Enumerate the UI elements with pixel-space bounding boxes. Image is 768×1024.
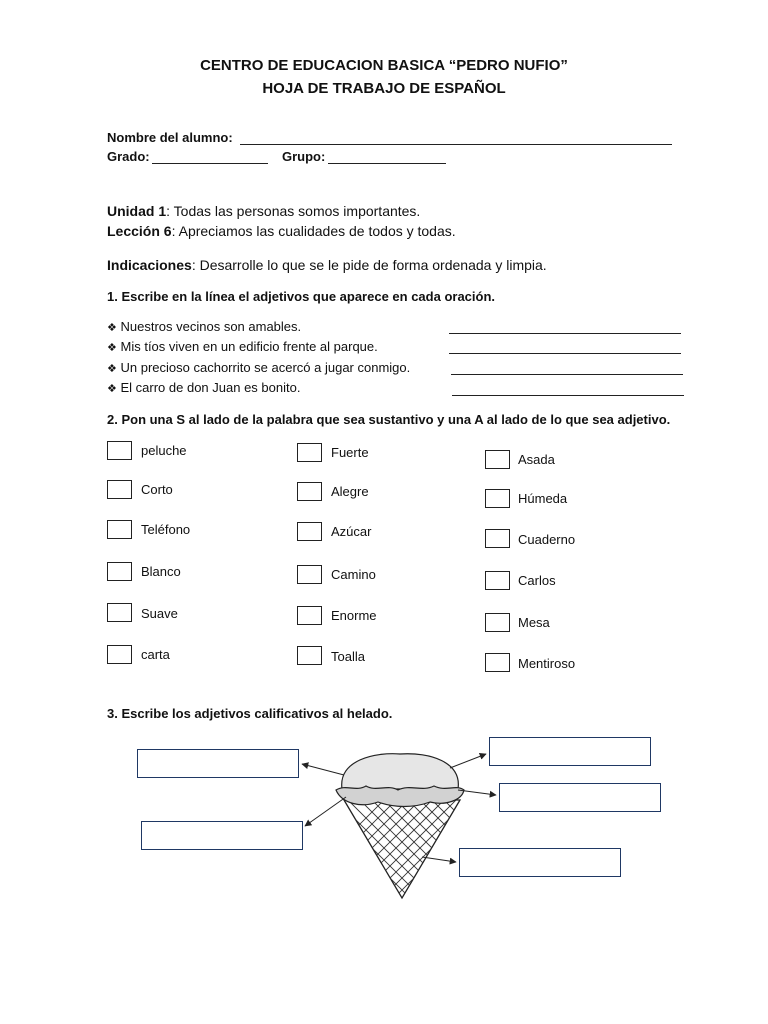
word-label: Cuaderno — [518, 532, 576, 547]
word-label: peluche — [141, 443, 187, 458]
exercise1-title: 1. Escribe en la línea el adjetivos que aparece en cada oración. — [107, 289, 496, 304]
word-label: Mentiroso — [518, 656, 576, 671]
word-label: Asada — [518, 452, 555, 467]
scoop-drip — [336, 786, 464, 807]
student-name-label: Nombre del alumno: — [107, 130, 233, 145]
word-label: Corto — [141, 482, 173, 497]
instructions-label: Indicaciones — [107, 257, 192, 273]
sheet-title: HOJA DE TRABAJO DE ESPAÑOL — [262, 80, 506, 97]
school-name: CENTRO DE EDUCACION BASICA “PEDRO NUFIO” — [200, 57, 568, 74]
word-label: Toalla — [331, 649, 365, 664]
diamond-bullet-icon: ❖ — [107, 342, 117, 354]
word-label: Enorme — [331, 608, 377, 623]
scoop-shape — [342, 754, 459, 789]
instructions-text: : Desarrolle lo que se le pide de forma ordenada y limpia. — [191, 257, 547, 273]
sentence-text: Nuestros vecinos son amables. — [120, 319, 302, 334]
word-label: Mesa — [518, 615, 550, 630]
arrow-bottom-left — [305, 797, 346, 826]
sentence-text: Un precioso cachorrito se acercó a jugar conmigo. — [120, 360, 411, 375]
sentence-text: Mis tíos viven en un edificio frente al parque. — [120, 339, 378, 354]
word-label: Alegre — [331, 484, 369, 499]
sentence-text: El carro de don Juan es bonito. — [120, 380, 301, 395]
word-label: Carlos — [518, 573, 556, 588]
group-label: Grupo: — [282, 149, 326, 164]
word-label: Fuerte — [331, 445, 369, 460]
diamond-bullet-icon: ❖ — [107, 383, 117, 395]
diamond-bullet-icon: ❖ — [107, 363, 117, 375]
lesson-label: Lección 6 — [107, 223, 172, 239]
word-label: Azúcar — [331, 524, 372, 539]
word-label: carta — [141, 647, 170, 662]
word-label: Húmeda — [518, 491, 568, 506]
word-label: Suave — [141, 606, 178, 621]
word-label: Camino — [331, 567, 376, 582]
arrow-bottom-right — [422, 857, 456, 862]
unit-label: Unidad 1 — [107, 203, 167, 219]
lesson-text: : Apreciamos las cualidades de todos y todas. — [171, 223, 456, 239]
word-label: Teléfono — [141, 522, 191, 537]
arrow-top-right — [450, 754, 486, 768]
diamond-bullet-icon: ❖ — [107, 322, 117, 334]
exercise3-title: 3. Escribe los adjetivos calificativos al helado. — [107, 706, 393, 721]
arrow-top-left — [302, 764, 344, 775]
unit-text: : Todas las personas somos importantes. — [166, 203, 421, 219]
exercise2-title: 2. Pon una S al lado de la palabra que sea sustantivo y una A al lado de lo que sea adjetivo. — [107, 412, 671, 427]
cone-shape — [344, 800, 460, 898]
grade-label: Grado: — [107, 149, 150, 164]
word-label: Blanco — [141, 564, 181, 579]
